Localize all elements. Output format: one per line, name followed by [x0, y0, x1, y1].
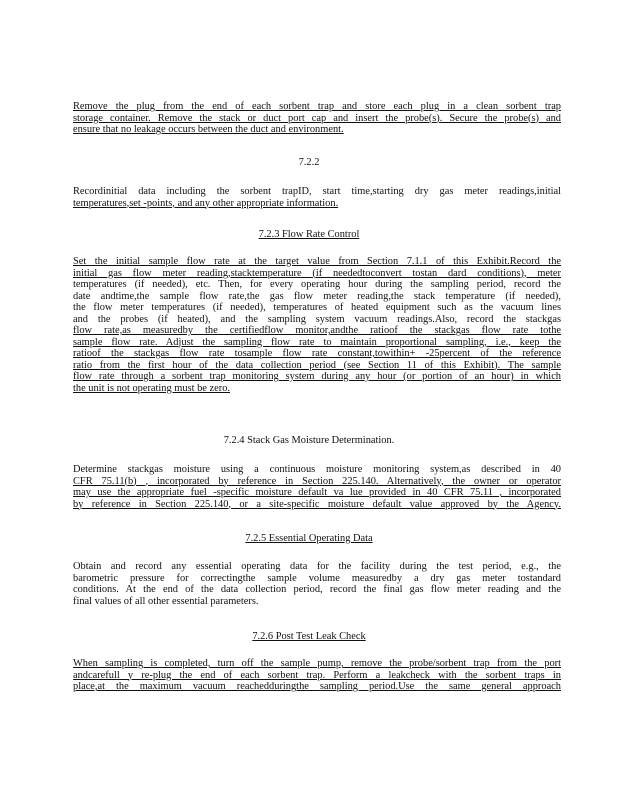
- section-heading-7-2-2: 7.2.2: [298, 157, 320, 168]
- text-line: and the probes (if heated), and the sampling system vacuum readings.Also, record the stackgas: [73, 313, 561, 325]
- section-heading-7-2-4: 7.2.4 Stack Gas Moisture Determination.: [223, 435, 395, 446]
- paragraph-essential-operating-data: [73, 561, 561, 607]
- paragraph-remove-plug: [73, 101, 561, 136]
- text-line: andcarefull y re-plug the end of each sorbent trap. Perform a leakcheck with the sorbent traps in: [73, 669, 561, 681]
- text-line: Obtain and record any essential operating data for the facility during the test period, e.g., the: [73, 561, 561, 572]
- text-line: place,at the maximum vacuum reachedduringthe sampling period.Use the same general approach: [73, 681, 561, 692]
- text-line: Determine stackgas moisture using a continuous moisture monitoring system,as described in 40: [73, 464, 561, 475]
- text-line: initial gas flow meter reading,stacktemperature (if neededtoconvert tostan dard conditions), meter: [73, 267, 561, 279]
- paragraph-post-test-leak-check: [73, 658, 561, 693]
- text-line: flow rate through a sorbent trap monitoring system during any hour (or portion of an hour) in which: [73, 371, 561, 382]
- text-line: CFR 75.11(b) , incorporated by reference in Section 225.140. Alternatively, the owner or operator: [73, 475, 561, 487]
- text-line: Set the initial sample flow rate at the target value from Section 7.1.1 of this Exhibit.Record the: [73, 256, 561, 267]
- text-line: temperatures,set -points, and any other appropriate information.: [73, 197, 339, 209]
- text-line: Remove the plug from the end of each sorbent trap and store each plug in a clean sorbent trap: [73, 101, 561, 112]
- text-line: may use the appropriate fuel -specific moisture default va lue provided in 40 CFR 75.11 , incorporated: [73, 487, 561, 498]
- text-line: the flow meter temperatures (if needed), temperatures of heated equipment such as the vacuum lines: [73, 302, 561, 313]
- text-line: ratioof the stackgas flow rate tosample flow rate constant,towithin+ -25percent of the reference: [73, 348, 561, 359]
- text-line: final values of all other essential parameters.: [73, 595, 259, 607]
- text-line: conditions. At the end of the data collection period, record the final gas flow meter reading and the: [73, 584, 561, 595]
- paragraph-flow-rate-control: [73, 256, 561, 394]
- text-line: barometric pressure for correctingthe sample volume measuredby a dry gas meter tostandard: [73, 572, 561, 584]
- text-line: sample flow rate. Adjust the sampling flow rate to maintain proportional sampling, i.e., keep the: [73, 336, 561, 348]
- text-line: Recordinitial data including the sorbent trapID, start time,starting dry gas meter readings,initial: [73, 186, 561, 197]
- paragraph-record-initial-data: [73, 186, 561, 209]
- text-line: by reference in Section 225.140, or a site-specific moisture default value approved by the Agency.: [73, 498, 561, 510]
- text-line: storage container. Remove the stack or duct port cap and insert the probe(s). Secure the probe(s) and: [73, 112, 561, 124]
- section-heading-7-2-5: 7.2.5 Essential Operating Data: [245, 533, 373, 544]
- text-line: ensure that no leakage occurs between the duct and environment.: [73, 124, 344, 135]
- text-line: temperatures (if needed), etc. Then, for every operating hour during the sampling period, record the: [73, 279, 561, 290]
- text-line: date andtime,the sample flow rate,the gas flow meter reading,the stack temperature (if needed),: [73, 290, 561, 302]
- text-line: the unit is not operating must be zero.: [73, 382, 230, 394]
- text-line: When sampling is completed, turn off the sample pump, remove the probe/sorbent trap from the port: [73, 658, 561, 669]
- text-line: flow rate,as measuredby the certifiedflow monitor,andthe ratioof the stackgas flow rate tothe: [73, 325, 561, 336]
- text-line: ratio from the first hour of the data collection period (see Section 11 of this Exhibit). The sample: [73, 359, 561, 371]
- paragraph-stack-gas-moisture: [73, 464, 561, 510]
- section-heading-7-2-6: 7.2.6 Post Test Leak Check: [252, 631, 366, 642]
- section-heading-7-2-3: 7.2.3 Flow Rate Control: [258, 229, 360, 240]
